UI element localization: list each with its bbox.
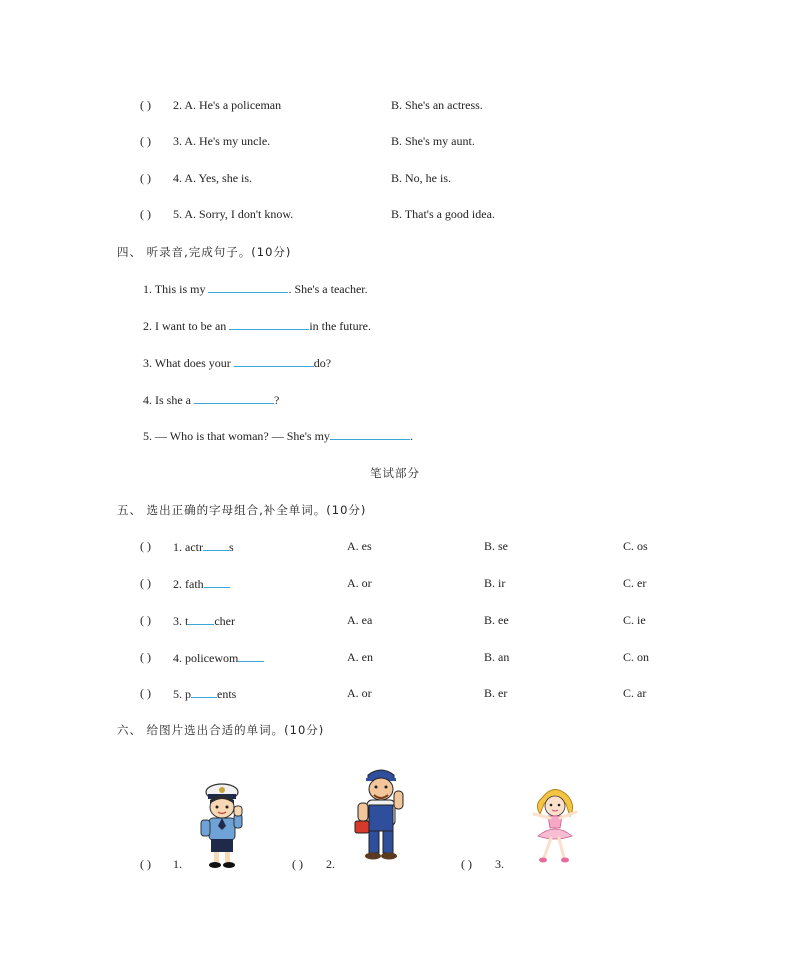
s5-row-3-c: C. ie [623,613,646,627]
s6-item-2-paren: ( ) [292,857,303,871]
s6-item-2-num: 2. [326,857,335,871]
s6-item-3-num: 3. [495,857,504,871]
sentence-3-after: do? [313,356,332,370]
choice-row-4-b: B. No, he is. [391,171,451,185]
s5-row-4-b: B. an [484,650,510,664]
sentence-1-blank[interactable] [208,281,288,293]
s5-row-4-a: A. en [347,650,373,664]
sentence-4-before: 4. Is she a [143,393,194,407]
s5-row-4-word [173,650,264,665]
s5-row-1-c: C. os [623,539,648,553]
s5-row-1-pre: 1. actr [173,540,203,554]
sentence-2 [143,318,371,333]
sentence-5 [143,428,413,443]
s5-row-2-blank[interactable] [204,576,230,588]
sentence-4-after: ? [274,393,280,407]
s5-row-1-post: s [228,540,234,554]
choice-row-4-a: 4. A. Yes, she is. [173,171,253,185]
choice-row-3-paren: ( ) [140,134,151,148]
s5-row-4-paren: ( ) [140,650,151,664]
s5-row-5-b: B. er [484,686,508,700]
s5-row-3-post: cher [214,614,235,628]
s5-row-2-word [173,576,230,591]
choice-row-2-a: 2. A. He's a policeman [173,98,282,112]
sentence-5-blank[interactable] [330,428,410,440]
s5-row-2-pre: 2. fath [173,577,204,591]
s5-row-5-c: C. ar [623,686,647,700]
choice-row-5-paren: ( ) [140,207,151,221]
sentence-4-blank[interactable] [194,392,274,404]
s5-row-2-b: B. ir [484,576,506,590]
sentence-1-before: 1. This is my [143,282,209,296]
s6-item-1-num: 1. [173,857,182,871]
choice-row-4-paren: ( ) [140,171,151,185]
choice-row-3-a: 3. A. He's my uncle. [173,134,271,148]
dancer-figure [526,782,582,868]
choice-row-2-b: B. She's an actress. [391,98,483,112]
section-5-title: 五、 选出正确的字母组合,补全单词。(10分) [117,503,367,517]
s5-row-5-a: A. or [347,686,372,700]
sentence-2-blank[interactable] [229,318,309,330]
s5-row-2-c: C. er [623,576,647,590]
sentence-5-after: . [409,429,413,443]
s5-row-5-pre: 5. p [173,687,191,701]
sentence-5-before: 5. — Who is that woman? — She's my [143,429,330,443]
s5-row-3-word [173,613,235,628]
s5-row-1-b: B. se [484,539,508,553]
choice-row-3-b: B. She's my aunt. [391,134,475,148]
section-4-title: 四、 听录音,完成句子。(10分) [117,245,292,259]
sentence-4 [143,392,279,407]
s5-row-2-a: A. or [347,576,372,590]
s5-row-5-word [173,686,236,701]
sentence-3-before: 3. What does your [143,356,234,370]
s5-row-3-blank[interactable] [188,613,214,625]
s5-row-1-word [173,539,234,554]
sentence-3-blank[interactable] [234,355,314,367]
s5-row-3-pre: 3. t [173,614,189,628]
s5-row-5-post: ents [217,687,237,701]
s6-item-3-paren: ( ) [461,857,472,871]
policewoman-figure [196,780,248,870]
s5-row-4-pre: 4. policewom [173,651,239,665]
s5-row-1-a: A. es [347,539,372,553]
s6-item-1-paren: ( ) [140,857,151,871]
sentence-2-before: 2. I want to be an [143,319,230,333]
s5-row-4-blank[interactable] [238,650,264,662]
sentence-3 [143,355,331,370]
choice-row-5-a: 5. A. Sorry, I don't know. [173,207,294,221]
choice-row-2-paren: ( ) [140,98,151,112]
sentence-1 [143,281,368,296]
s5-row-5-blank[interactable] [191,686,217,698]
section-6-title: 六、 给图片选出合适的单词。(10分) [117,723,325,737]
s5-row-3-paren: ( ) [140,613,151,627]
sentence-2-after: in the future. [309,319,371,333]
written-part-heading: 笔试部分 [370,466,420,480]
s5-row-3-b: B. ee [484,613,509,627]
s5-row-3-a: A. ea [347,613,373,627]
s5-row-4-c: C. on [623,650,650,664]
worker-figure [352,765,410,861]
sentence-1-after: . She's a teacher. [288,282,368,296]
s5-row-1-blank[interactable] [203,539,229,551]
s5-row-2-paren: ( ) [140,576,151,590]
choice-row-5-b: B. That's a good idea. [391,207,495,221]
s5-row-1-paren: ( ) [140,539,151,553]
s5-row-5-paren: ( ) [140,686,151,700]
